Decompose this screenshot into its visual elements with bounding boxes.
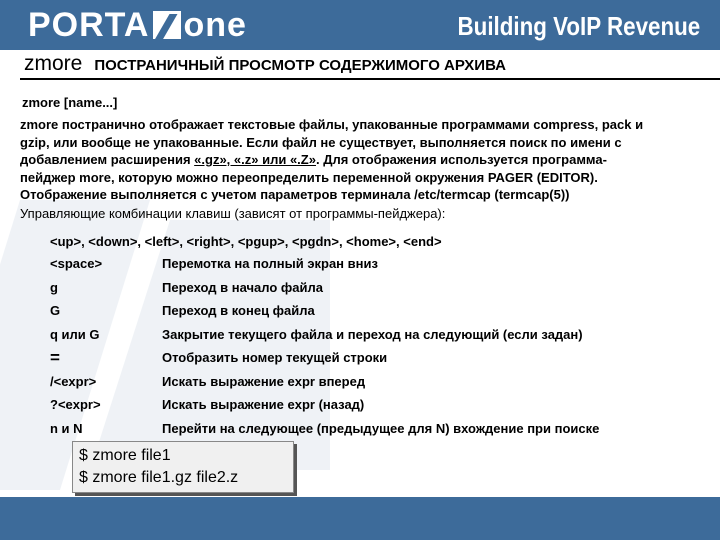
- page-title: [24, 52, 506, 76]
- description-line: gzip, или вообще не упакованные. Если файл не существует, выполняется поиск по имени с: [20, 134, 622, 150]
- table-row: [50, 299, 599, 323]
- command-desc: Перемотка на полный экран вниз: [162, 256, 378, 272]
- command-name: zmore: [24, 52, 83, 75]
- navigation-keys: <up>, <down>, <left>, <right>, <pgup>, <pgdn>, <home>, <end>: [50, 234, 442, 249]
- table-row: [50, 276, 599, 300]
- header-band: [0, 0, 720, 50]
- command-key: ?<expr>: [50, 397, 101, 413]
- command-key: n и N: [50, 420, 83, 436]
- table-row: [50, 323, 599, 347]
- controls-intro: Управляющие комбинации клавиш (зависят от программы-пейджера):: [20, 206, 446, 221]
- table-row: [50, 346, 599, 370]
- example-line: $ zmore file1.gz file2.z: [79, 469, 239, 486]
- command-desc: Искать выражение expr вперед: [162, 373, 366, 389]
- command-key: G: [50, 303, 61, 319]
- command-desc: Отобразить номер текущей строки: [162, 350, 388, 366]
- command-desc: Перейти на следующее (предыдущее для N) вхождение при поиске: [162, 420, 600, 436]
- table-row: [50, 370, 599, 394]
- title-divider: [20, 78, 720, 80]
- description-line: zmore постранично отображает текстовые файлы, упакованные программами compress, pack и: [20, 117, 644, 132]
- footer-band: [0, 497, 720, 540]
- logo-text-one: one: [183, 6, 247, 44]
- command-desc: Переход в конец файла: [162, 303, 315, 319]
- table-row: [50, 393, 599, 417]
- example-line: $ zmore file1: [79, 447, 171, 464]
- tagline: Building VoIP Revenue: [457, 11, 700, 41]
- command-key: =: [50, 347, 60, 367]
- description-line: Отображение выполняется с учетом параметров терминала /etc/termcap (termcap(5)): [20, 187, 570, 202]
- table-row: [50, 252, 599, 276]
- description-text: . Для отображения используется программа-: [315, 152, 607, 167]
- section-heading: ПОСТРАНИЧНЫЙ ПРОСМОТР СОДЕРЖИМОГО АРХИВА: [94, 57, 506, 74]
- command-key: q или G: [50, 326, 100, 342]
- command-desc: Переход в начало файла: [162, 279, 323, 295]
- portaone-logo: [28, 8, 247, 42]
- extensions-underlined: «.gz», «.z» или «.Z»: [194, 152, 316, 167]
- command-key: /<expr>: [50, 373, 97, 389]
- example-code-box: [72, 441, 294, 493]
- command-desc: Закрытие текущего файла и переход на следующий (если задан): [162, 326, 583, 342]
- table-row: [50, 417, 599, 441]
- description-line: пейджер more, которую можно переопределить переменной окружения PAGER (EDITOR).: [20, 169, 598, 185]
- command-desc: Искать выражение expr (назад): [162, 397, 365, 413]
- description: [20, 116, 702, 204]
- synopsis: zmore [name...]: [22, 95, 118, 110]
- command-key: <space>: [50, 256, 103, 272]
- logo-text-porta: PORTA: [28, 6, 150, 44]
- command-key: g: [50, 279, 58, 295]
- description-line: [20, 151, 702, 169]
- logo-mark-icon: [153, 11, 181, 39]
- commands-table: [50, 252, 599, 440]
- description-text: добавлением расширения: [20, 152, 195, 167]
